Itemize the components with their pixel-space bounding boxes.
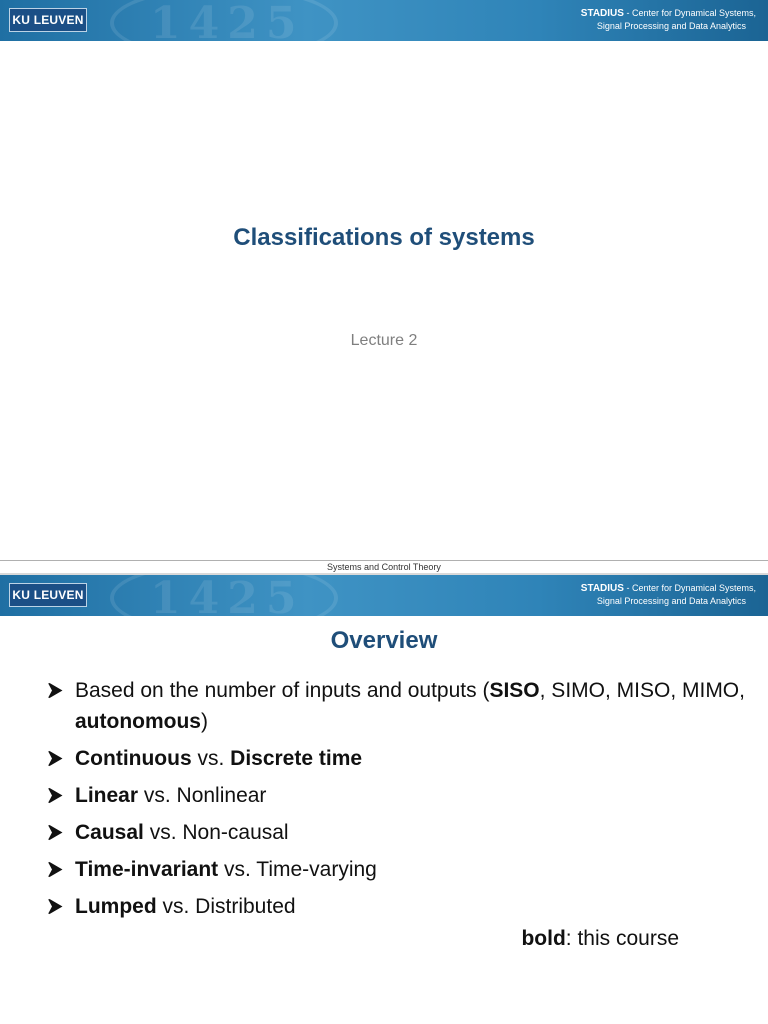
logo-text: KU LEUVEN xyxy=(12,588,84,602)
bullet-text-bold: Time-invariant xyxy=(75,858,219,881)
bullet-text-bold: autonomous xyxy=(75,710,201,733)
bullet-text-bold: Continuous xyxy=(75,747,192,770)
bullet-item xyxy=(46,817,746,848)
header-banner xyxy=(0,0,768,41)
slide-subtitle: Lecture 2 xyxy=(350,332,418,349)
bullet-list xyxy=(46,675,746,928)
arrow-bullet-icon xyxy=(46,854,66,885)
bullet-text-bold: Lumped xyxy=(75,895,157,918)
bullet-item xyxy=(46,675,746,737)
org-name: STADIUS xyxy=(580,8,624,19)
bullet-text-bold: SISO xyxy=(489,679,540,702)
org-separator: - xyxy=(623,8,632,18)
slide-title: Classifications of systems xyxy=(233,224,535,251)
arrow-bullet-icon xyxy=(46,817,66,848)
overview-title: Overview xyxy=(330,627,438,654)
bullet-text: vs. Time-varying xyxy=(218,858,377,881)
logo-text: KU LEUVEN xyxy=(12,13,84,27)
watermark-text: 1425 xyxy=(150,0,305,41)
footer-text: Systems and Control Theory xyxy=(327,562,441,572)
org-line2: Signal Processing and Data Analytics xyxy=(596,596,746,606)
arrow-bullet-icon xyxy=(46,780,66,811)
org-separator: - xyxy=(623,583,632,593)
bullet-text: vs. Distributed xyxy=(156,895,296,918)
bullet-text-bold: Discrete time xyxy=(230,747,363,770)
bullet-text: vs. Nonlinear xyxy=(138,784,267,807)
legend-text: : this course xyxy=(565,927,679,950)
bullet-item xyxy=(46,891,746,922)
watermark-text: 1425 xyxy=(150,575,305,616)
arrow-bullet-icon xyxy=(46,743,66,774)
bullet-text: ) xyxy=(201,710,208,733)
org-line1: Center for Dynamical Systems, xyxy=(631,583,756,593)
overview-slide xyxy=(0,575,768,1024)
arrow-bullet-icon xyxy=(46,675,66,706)
legend-bold: bold xyxy=(521,927,566,950)
legend-note xyxy=(521,927,679,951)
bullet-text: vs. xyxy=(191,747,231,770)
org-name: STADIUS xyxy=(580,583,624,594)
bullet-item xyxy=(46,743,746,774)
bullet-text: Based on the number of inputs and outputs ( xyxy=(75,679,490,702)
arrow-bullet-icon xyxy=(46,891,66,922)
bullet-text-bold: Causal xyxy=(75,821,144,844)
header-banner xyxy=(0,575,768,616)
org-info xyxy=(536,582,756,608)
bullet-text-bold: Linear xyxy=(75,784,139,807)
org-info xyxy=(536,7,756,33)
org-line2: Signal Processing and Data Analytics xyxy=(596,21,746,31)
bullet-item xyxy=(46,780,746,811)
bullet-item xyxy=(46,854,746,885)
ku-leuven-logo xyxy=(9,583,87,607)
org-line1: Center for Dynamical Systems, xyxy=(631,8,756,18)
bullet-text: , SIMO, MISO, MIMO, xyxy=(539,679,745,702)
bullet-text: vs. Non-causal xyxy=(143,821,289,844)
ku-leuven-logo xyxy=(9,8,87,32)
